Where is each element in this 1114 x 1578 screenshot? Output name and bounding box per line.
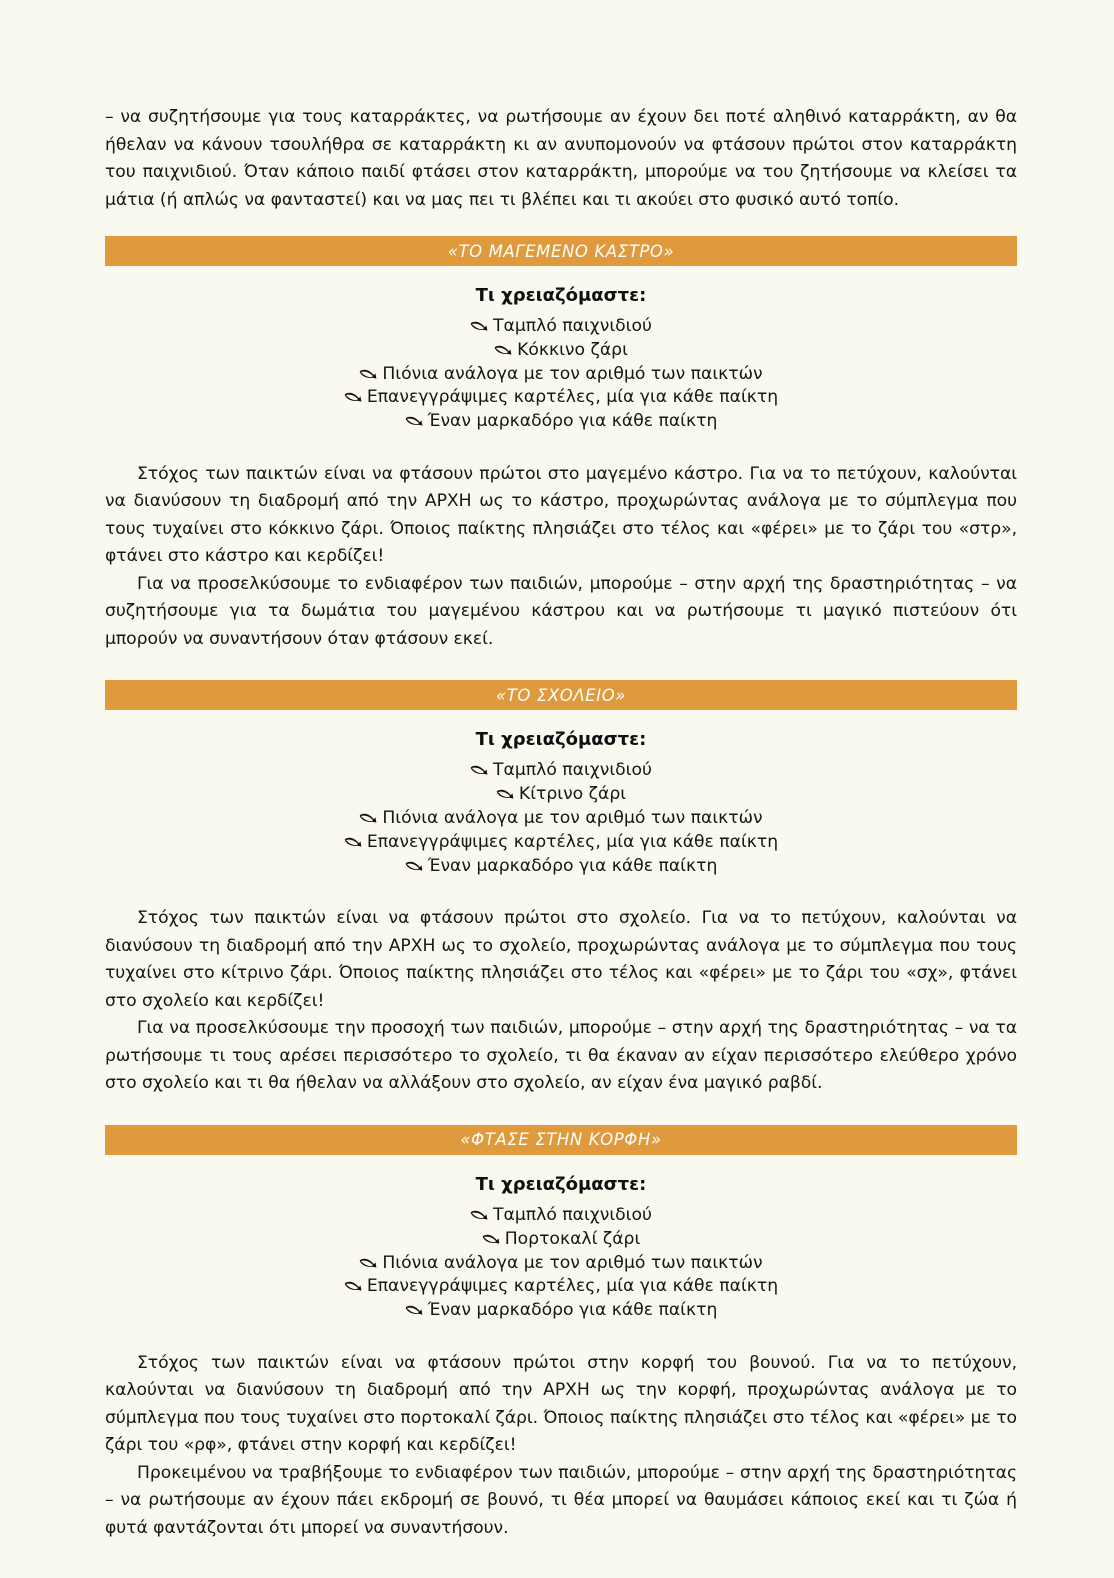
section-paragraph: Στόχος των παικτών είναι να φτάσουν πρώτοι στο μαγεμένο κάστρο. Για να το πετύχουν, καλούνται να διανύσουν τη διαδρομή από την ΑΡΧΗ ως το κάστρο, προχωρώντας ανάλογα με το σύμπλεγμα που τους τυχαίνει στο κόκκινο ζάρι. Όποιος παίκτης πλησιάζει στο τέλος και «φέρει» με το ζάρι του «στρ», φτάνει στο κάστρο και κερδίζει! xyxy=(105,463,1017,567)
section-banner xyxy=(105,680,1017,710)
section-banner-title: «ΦΤΑΣΕ ΣΤΗΝ ΚΟΡΦΗ» xyxy=(460,1130,662,1150)
needs-item-label: Πιόνια ανάλογα με τον αριθμό των παικτών xyxy=(382,808,763,829)
needs-list-item xyxy=(105,410,1017,434)
needs-heading: Τι χρειαζόμαστε: xyxy=(475,1173,647,1195)
needs-item-label: Ταμπλό παιχνιδιού xyxy=(493,1204,652,1225)
curved-arrow-icon xyxy=(470,1209,490,1222)
curved-arrow-icon xyxy=(344,1280,364,1293)
needs-item-label: Πιόνια ανάλογα με τον αριθμό των παικτών xyxy=(382,363,763,384)
curved-arrow-icon xyxy=(494,344,514,357)
section-magemeno-kastro xyxy=(105,236,1017,653)
needs-list-item xyxy=(105,807,1017,831)
needs-item-label: Πιόνια ανάλογα με τον αριθμό των παικτών xyxy=(382,1252,763,1273)
needs-item-label: Έναν μαρκαδόρο για κάθε παίκτη xyxy=(427,1300,718,1321)
needs-item-label: Έναν μαρκαδόρο για κάθε παίκτη xyxy=(427,411,718,432)
spacer xyxy=(105,1098,1017,1125)
needs-item-label: Επανεγγράψιμες καρτέλες, μία για κάθε παίκτη xyxy=(366,831,779,852)
needs-list-item xyxy=(105,1204,1017,1228)
section-paragraph: Για να προσελκύσουμε το ενδιαφέρον των παιδιών, μπορούμε – στην αρχή της δραστηριότητας – να συζητήσουμε για τα δωμάτια του μαγεμένου κάστρου και να ρωτήσουμε τι μαγικό πιστεύουν ότι μπορούν να συναντήσουν όταν φτάσουν εκεί. xyxy=(105,573,1017,649)
needs-heading: Τι χρειαζόμαστε: xyxy=(475,729,647,751)
curved-arrow-icon xyxy=(344,391,364,404)
needs-list xyxy=(105,759,1017,878)
needs-item-label: Έναν μαρκαδόρο για κάθε παίκτη xyxy=(427,855,718,876)
section-paragraph: Για να προσελκύσουμε την προσοχή των παιδιών, μπορούμε – στην αρχή της δραστηριότητας – να τα ρωτήσουμε τι τους αρέσει περισσότερο το σχολείο, τι θα έκαναν αν είχαν περισσότερο ελεύθερο χρόνο στο σχολείο και τι θα ήθελαν να αλλάξουν στο σχολείο, αν είχαν ένα μαγικό ραβδί. xyxy=(105,1018,1017,1094)
needs-block xyxy=(105,284,1017,434)
needs-list-item xyxy=(105,1299,1017,1323)
document-content xyxy=(105,104,1017,1542)
curved-arrow-icon xyxy=(470,764,490,777)
section-paragraph: Προκειμένου να τραβήξουμε το ενδιαφέρον των παιδιών, μπορούμε – στην αρχή της δραστηριότητας – να ρωτήσουμε αν έχουν πάει εκδρομή σε βουνό, τι θέα μπορεί να θαυμάσει κάποιος εκεί και τι ζώα ή φυτά φαντάζονται ότι μπορεί να συναντήσουν. xyxy=(105,1462,1017,1538)
needs-list-item xyxy=(105,1228,1017,1252)
needs-heading: Τι χρειαζόμαστε: xyxy=(475,285,647,306)
curved-arrow-icon xyxy=(405,860,425,873)
spacer xyxy=(105,878,1017,905)
needs-list-item xyxy=(105,831,1017,855)
spacer xyxy=(105,214,1017,236)
needs-list-item xyxy=(105,315,1017,339)
needs-list-item xyxy=(105,386,1017,410)
needs-item-label: Ταμπλό παιχνιδιού xyxy=(493,760,652,781)
intro-paragraph: – να συζητήσουμε για τους καταρράκτες, να ρωτήσουμε αν έχουν δει ποτέ αληθινό καταρράκτη, αν θα ήθελαν να κάνουν τσουλήθρα σε καταρράκτη κι αν ανυπομονούν να φτάσουν πρώτοι στον καταρράκτη του παιχνιδιού. Όταν κάποιο παιδί φτάσει στον καταρράκτη, μπορούμε να του ζητήσουμε να κλείσει τα μάτια (ή απλώς να φανταστεί) και να μας πει τι βλέπει και τι ακούει στο φυσικό αυτό τοπίο. xyxy=(105,107,1017,210)
needs-list-item xyxy=(105,1252,1017,1276)
spacer xyxy=(105,653,1017,680)
section-banner xyxy=(105,236,1017,266)
needs-list-item xyxy=(105,759,1017,783)
needs-list-item xyxy=(105,363,1017,387)
needs-list-item xyxy=(105,783,1017,807)
section-banner-title: «ΤΟ ΣΧΟΛΕΙΟ» xyxy=(495,685,627,705)
spacer xyxy=(105,434,1017,461)
section-ftase-stin-korfi xyxy=(105,1125,1017,1542)
needs-list-item xyxy=(105,1275,1017,1299)
curved-arrow-icon xyxy=(405,1304,425,1317)
curved-arrow-icon xyxy=(496,788,516,801)
curved-arrow-icon xyxy=(359,368,379,381)
needs-item-label: Κόκκινο ζάρι xyxy=(517,339,628,360)
needs-item-label: Επανεγγράψιμες καρτέλες, μία για κάθε παίκτη xyxy=(366,1276,779,1297)
needs-item-label: Ταμπλό παιχνιδιού xyxy=(493,316,652,336)
section-paragraph: Στόχος των παικτών είναι να φτάσουν πρώτοι στο σχολείο. Για να το πετύχουν, καλούνται να διανύσουν τη διαδρομή από την ΑΡΧΗ ως το σχολείο, προχωρώντας ανάλογα με το σύμπλεγμα που τους τυχαίνει στο κίτρινο ζάρι. Όποιος παίκτης πλησιάζει στο τέλος και «φέρει» με το ζάρι του «σχ», φτάνει στο σχολείο και κερδίζει! xyxy=(105,908,1017,1011)
section-sxoleio xyxy=(105,680,1017,1097)
needs-list-item xyxy=(105,855,1017,879)
curved-arrow-icon xyxy=(482,1233,502,1246)
curved-arrow-icon xyxy=(470,320,490,333)
needs-list xyxy=(105,315,1017,434)
needs-item-label: Κίτρινο ζάρι xyxy=(518,784,627,805)
curved-arrow-icon xyxy=(344,836,364,849)
needs-list-item xyxy=(105,339,1017,363)
needs-block xyxy=(105,1173,1017,1323)
intro-block xyxy=(105,104,1017,214)
spacer xyxy=(105,1323,1017,1350)
curved-arrow-icon xyxy=(359,812,379,825)
needs-item-label: Επανεγγράψιμες καρτέλες, μία για κάθε παίκτη xyxy=(366,387,779,408)
needs-block xyxy=(105,728,1017,878)
section-paragraph: Στόχος των παικτών είναι να φτάσουν πρώτοι στην κορφή του βουνού. Για να το πετύχουν, καλούνται να διανύσουν τη διαδρομή από την ΑΡΧΗ ως την κορφή, προχωρώντας ανάλογα με το σύμπλεγμα που τους τυχαίνει στο πορτοκαλί ζάρι. Όποιος παίκτης πλησιάζει στο τέλος και «φέρει» με το ζάρι του «ρφ», φτάνει στην κορφή και κερδίζει! xyxy=(105,1352,1017,1456)
curved-arrow-icon xyxy=(405,415,425,428)
needs-item-label: Πορτοκαλί ζάρι xyxy=(504,1228,641,1249)
needs-list xyxy=(105,1204,1017,1323)
section-banner-title: «ΤΟ ΜΑΓΕΜΕΝΟ ΚΑΣΤΡΟ» xyxy=(447,241,675,261)
curved-arrow-icon xyxy=(359,1257,379,1270)
section-banner xyxy=(105,1125,1017,1155)
